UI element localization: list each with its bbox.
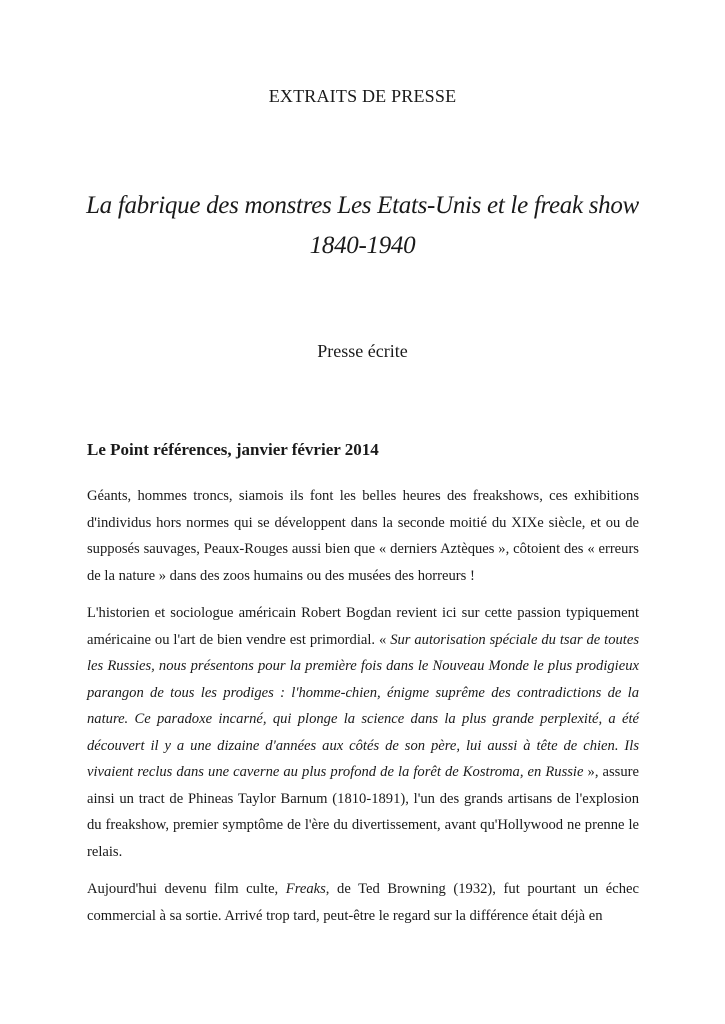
paragraph-3 [87, 876, 639, 929]
paragraph-3-intro: Aujourd'hui devenu film culte, [87, 881, 286, 897]
barnum-tract-quote: Sur autorisation spéciale du tsar de toutes les Russies, nous présentons pour la première fois dans le Nouveau Monde le plus prodigieux parangon de tous les prodiges : l'homme-chien, énigme suprême des contradictions de la nature. Ce paradoxe incarné, qui plonge la science dans la plus grande perplexité, a été découvert il y a une dizaine d'années aux côtés de son père, lui aussi à tête de chien. Ils vivaient reclus dans une caverne au plus profond de la forêt de Kostroma, en Russie [87, 631, 639, 780]
article-body [87, 483, 639, 940]
book-title-line-1: La fabrique des monstres Les Etats-Unis et le freak show [86, 192, 639, 219]
section-subtitle: Presse écrite [317, 341, 408, 361]
book-title-line-2: 1840-1940 [309, 232, 416, 259]
book-title [40, 186, 685, 266]
paragraph-2-intro: L'historien et sociologue américain Robert Bogdan revient ici sur cette passion typiquement américaine ou l'art de bien vendre est primordial. « [87, 605, 639, 648]
paragraph-1-text: Géants, hommes troncs, siamois ils font les belles heures des freakshows, ces exhibitions d'individus hors normes qui se développent dans la seconde moitié du XIXe siècle, et ou de supposés sauvages, Peaux-Rouges aussi bien que « derniers Aztèques », côtoient des « erreurs de la nature » dans des zoos humains ou des musées des horreurs ! [87, 488, 639, 584]
page-header: EXTRAITS DE PRESSE [268, 86, 457, 106]
paragraph-1 [87, 483, 639, 589]
paragraph-2-outro: », assure ainsi un tract de Phineas Taylor Barnum (1810-1891), l'un des grands artisans de l'explosion du freakshow, premier symptôme de l'ère du divertissement, avant qu'Hollywood ne prenne le relais. [87, 764, 639, 860]
article-source-heading: Le Point références, janvier février 2014 [87, 440, 379, 459]
paragraph-3-outro: , de Ted Browning (1932), fut pourtant un échec commercial à sa sortie. Arrivé trop tard, peut-être le regard sur la différence était déjà en [87, 881, 639, 924]
paragraph-2 [87, 600, 639, 865]
film-title: Freaks [285, 881, 326, 897]
